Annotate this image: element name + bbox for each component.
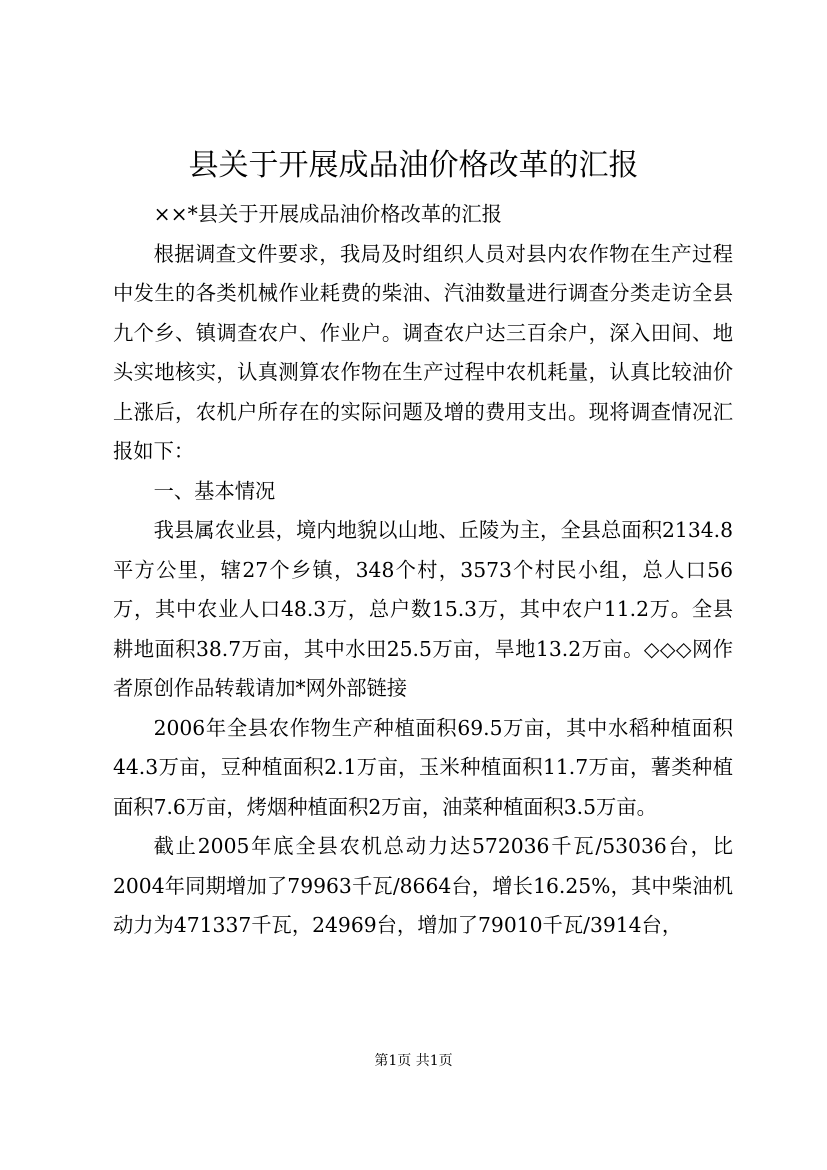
document-title: 县关于开展成品油价格改革的汇报	[188, 148, 639, 183]
machinery-power-paragraph: 截止2005年底全县农机总动力达572036千瓦/53036台，比2004年同期增加了79963千瓦/8664台，增长16.25%，其中柴油机动力为471337千瓦，24969台，增加了79010千瓦/3914台，	[113, 834, 733, 937]
section-heading: 一、基本情况	[153, 478, 276, 503]
planting-area-paragraph: 2006年全县农作物生产种植面积69.5万亩，其中水稻种植面积44.3万亩，豆种植面积2.1万亩，玉米种植面积11.7万亩，薯类种植面积7.6万亩，烤烟种植面积2万亩，油菜种植面积3.5万亩。	[113, 715, 733, 819]
document-body	[113, 195, 733, 946]
subtitle-paragraph: ××*县关于开展成品油价格改革的汇报	[153, 202, 502, 226]
page-number-footer: 第1页 共1页	[374, 1053, 453, 1069]
basic-situation-paragraph: 我县属农业县，境内地貌以山地、丘陵为主，全县总面积2134.8平方公里，辖27个乡镇，348个村，3573个村民小组，总人口56万，其中农业人口48.3万，总户数15.3万，其中农户11.2万。全县耕地面积38.7万亩，其中水田25.5万亩，旱地13.2万亩。◇◇◇网作者原创作品转载请加*网外部链接	[113, 518, 733, 700]
intro-paragraph: 根据调查文件要求，我局及时组织人员对县内农作物在生产过程中发生的各类机械作业耗费的柴油、汽油数量进行调查分类走访全县九个乡、镇调查农户、作业户。调查农户达三百余户，深入田间、地头实地核实，认真测算农作物在生产过程中农机耗量，认真比较油价上涨后，农机户所存在的实际问题及增的费用支出。现将调查情况汇报如下：	[113, 241, 733, 463]
